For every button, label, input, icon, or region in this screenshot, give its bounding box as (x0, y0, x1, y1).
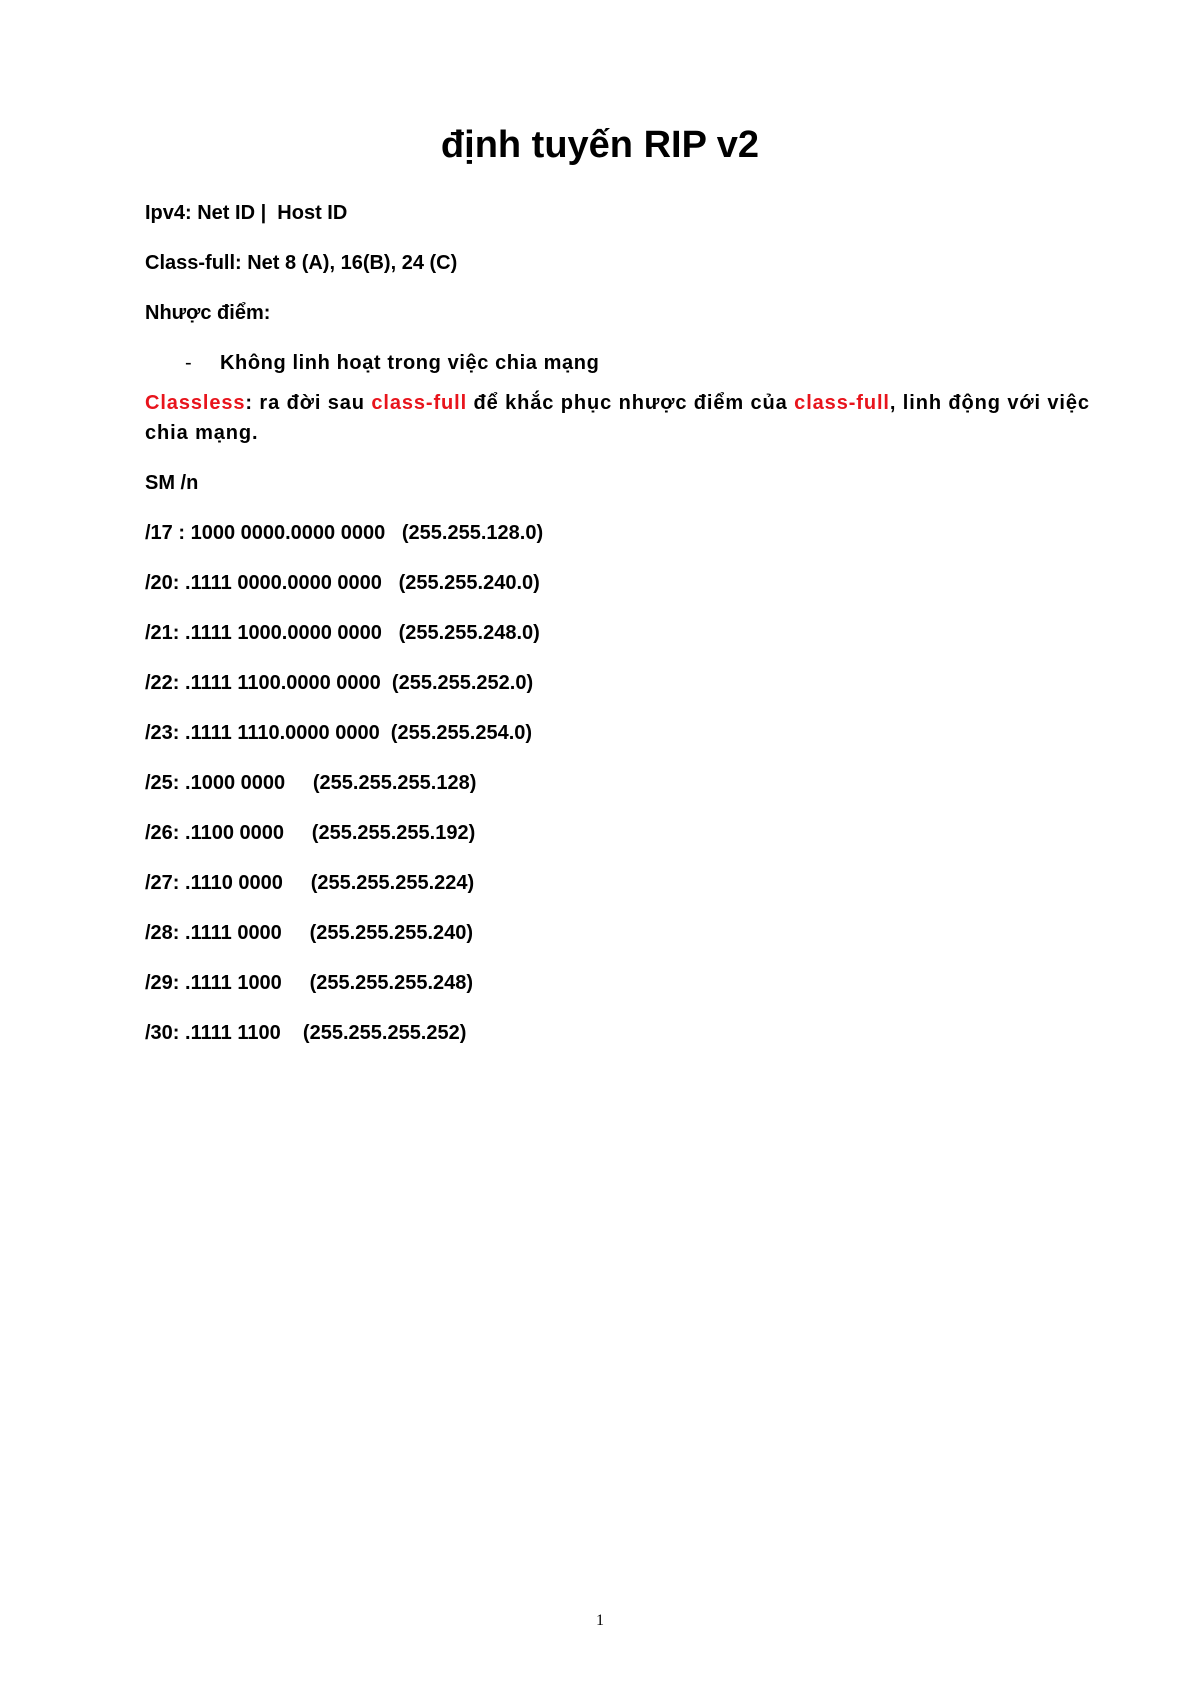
ipv4-line: Ipv4: Net ID | Host ID (145, 202, 348, 224)
mask-line: /22: .1111 1100.0000 0000 (255.255.252.0) (145, 672, 534, 694)
bullet-dash: - (185, 352, 192, 374)
classfull-ref-1: class-full (371, 392, 468, 414)
classfull-line: Class-full: Net 8 (A), 16(B), 24 (C) (145, 252, 458, 274)
classless-tail: , linh động với việc chia mạng. (145, 392, 1090, 444)
classfull-ref-2: class-full (794, 392, 890, 414)
mask-line: /17 : 1000 0000.0000 0000 (255.255.128.0) (145, 522, 544, 544)
document-body (145, 198, 1130, 1048)
mask-line: /25: .1000 0000 (255.255.255.128) (145, 772, 477, 794)
mask-line: /26: .1100 0000 (255.255.255.192) (145, 822, 476, 844)
drawback-heading: Nhược điểm: (145, 302, 271, 324)
page-title: định tuyến RIP v2 (440, 124, 760, 166)
sm-heading: SM /n (145, 472, 199, 494)
bullet-text: Không linh hoạt trong việc chia mạng (220, 352, 600, 374)
page-number: 1 (596, 1612, 604, 1629)
mask-line: /28: .1111 0000 (255.255.255.240) (145, 922, 474, 944)
mask-line: /21: .1111 1000.0000 0000 (255.255.248.0) (145, 622, 540, 644)
classless-mid: để khắc phục nhược điểm của (467, 392, 795, 414)
mask-line: /29: .1111 1000 (255.255.255.248) (145, 972, 474, 994)
classless-sep: : ra đời sau (245, 392, 372, 414)
mask-line: /27: .1110 0000 (255.255.255.224) (145, 872, 475, 894)
classless-term: Classless (145, 392, 246, 414)
mask-line: /23: .1111 1110.0000 0000 (255.255.254.0) (145, 722, 533, 744)
mask-line: /20: .1111 0000.0000 0000 (255.255.240.0) (145, 572, 540, 594)
classless-paragraph (145, 388, 1130, 448)
mask-line: /30: .1111 1100 (255.255.255.252) (145, 1022, 467, 1044)
bullet-item (145, 348, 1130, 378)
